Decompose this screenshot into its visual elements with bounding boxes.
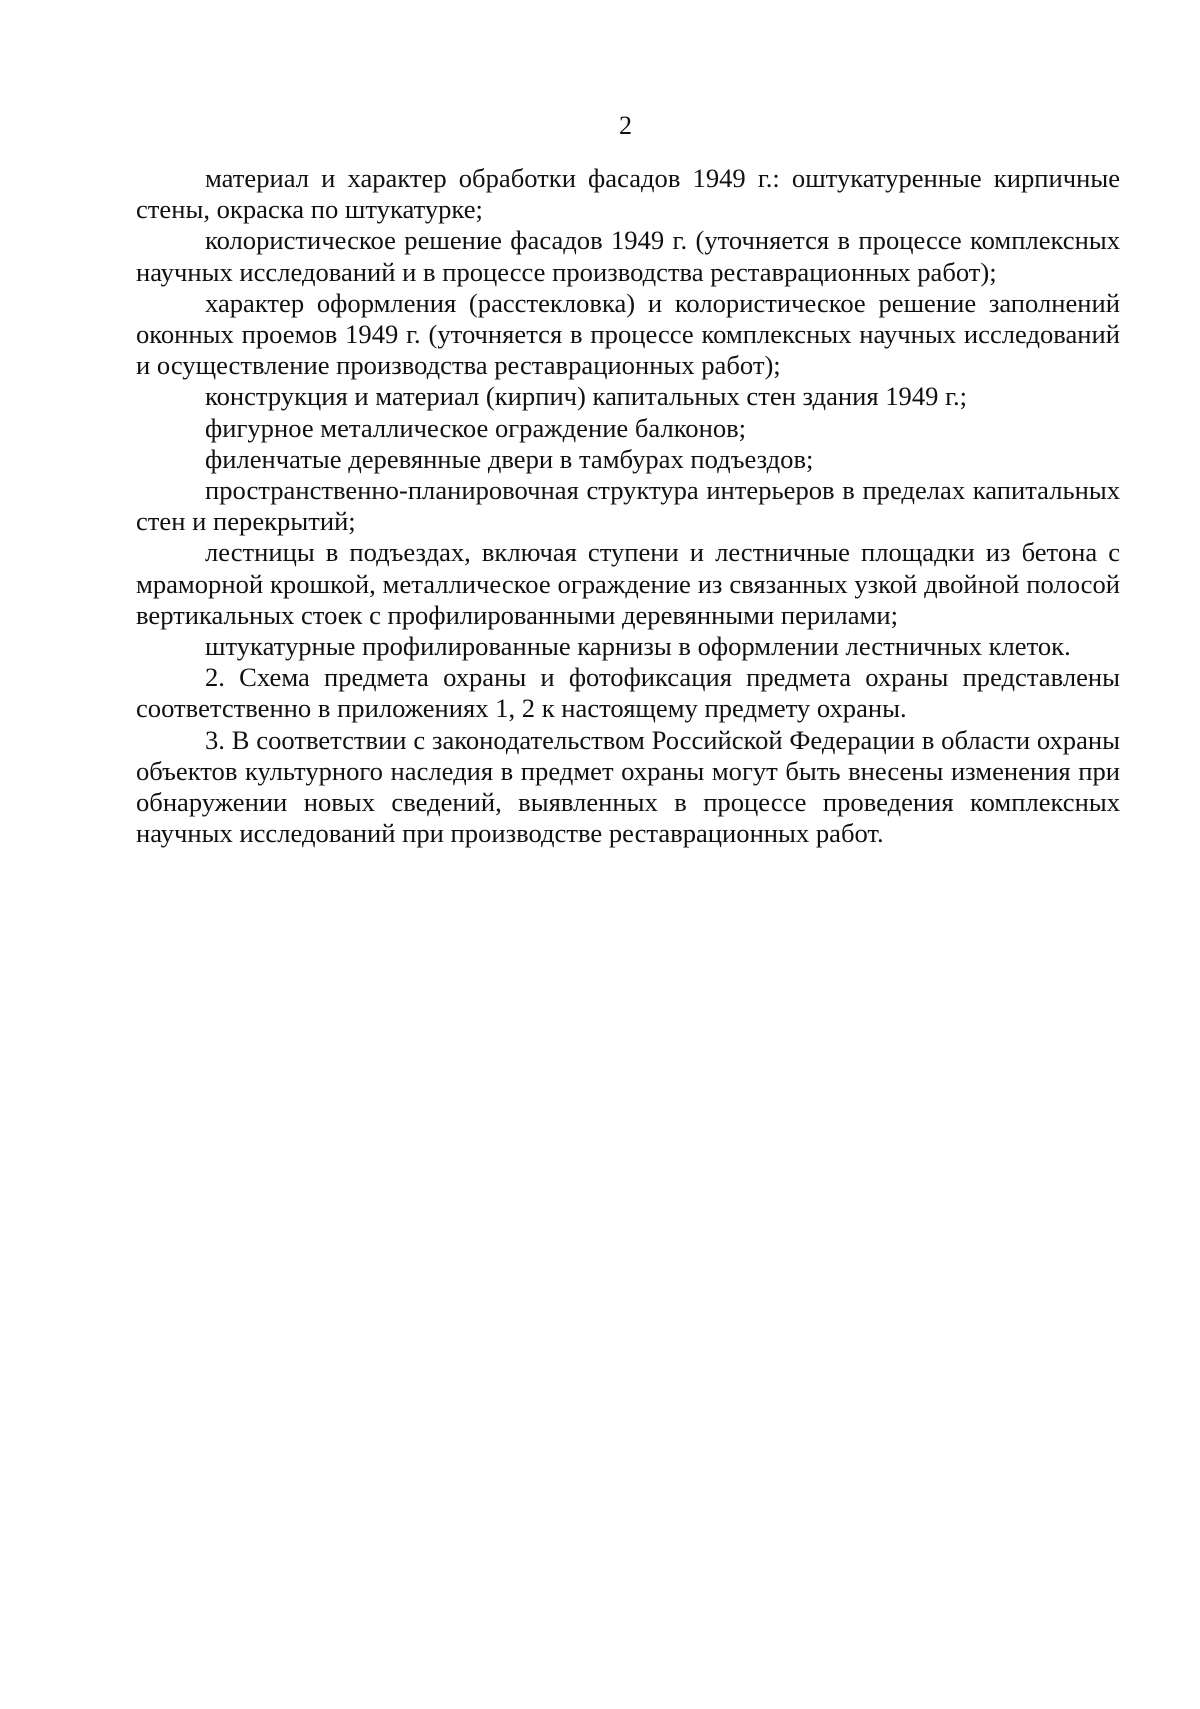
page-number: 2 [619,111,632,140]
paragraph-item-2: 2. Схема предмета охраны и фотофиксация предмета охраны представлены соответственно в приложениях 1, 2 к настоящему предмету охраны. [136,662,1120,724]
paragraph-staircases: лестницы в подъездах, включая ступени и лестничные площадки из бетона с мраморной крошкой, металлическое ограждение из связанных узкой двойной полосой вертикальных стоек с профилированными деревянными перилами; [136,537,1120,630]
paragraph-cornices: штукатурные профилированные карнизы в оформлении лестничных клеток. [205,631,1071,662]
paragraph-item-3: 3. В соответствии с законодательством Российской Федерации в области охраны объектов культурного наследия в предмет охраны могут быть внесены изменения при обнаружении новых сведений, выявленных в процессе проведения комплексных научных исследований при производстве реставрационных работ. [136,724,1120,849]
paragraph-facade-material: материал и характер обработки фасадов 1949 г.: оштукатуренные кирпичные стены, окраска по штукатурке; [136,163,1120,225]
paragraph-balcony-railing: фигурное металлическое ограждение балконов; [205,412,747,443]
paragraph-interior-structure: пространственно-планировочная структура интерьеров в пределах капитальных стен и перекрытий; [136,475,1120,537]
paragraph-wall-construction: конструкция и материал (кирпич) капитальных стен здания 1949 г.; [205,381,968,412]
document-body [136,163,1120,849]
paragraph-window-design: характер оформления (расстекловка) и колористическое решение заполнений оконных проемов 1949 г. (уточняется в процессе комплексных научных исследований и осуществление производства реставрационных работ); [136,287,1120,381]
paragraph-panel-doors: филенчатые деревянные двери в тамбурах подъездов; [205,443,814,474]
paragraph-facade-color-scheme: колористическое решение фасадов 1949 г. (уточняется в процессе комплексных научных исследований и в процессе производства реставрационных работ); [136,225,1120,287]
